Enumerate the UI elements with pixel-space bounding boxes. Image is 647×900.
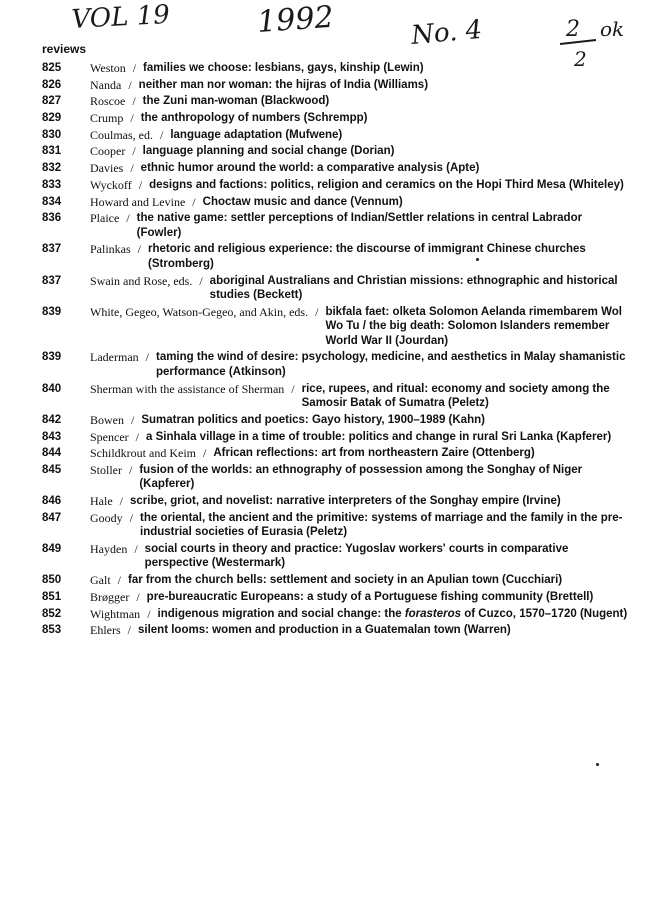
separator: / <box>315 304 319 319</box>
review-author: Stoller <box>90 462 122 477</box>
review-entry <box>0 542 647 571</box>
separator: / <box>131 412 135 427</box>
review-page: 851 <box>42 590 62 603</box>
separator: / <box>137 242 142 257</box>
review-page: 839 <box>42 305 62 318</box>
separator: / <box>145 350 149 365</box>
review-title-part: indigenous migration and social change: the <box>157 607 405 620</box>
separator: / <box>138 177 143 192</box>
review-title: neither man nor woman: the hijras of India (Williams) <box>138 78 429 91</box>
review-entry <box>0 78 647 93</box>
review-author: Bowen <box>90 412 124 427</box>
reviews-list <box>0 61 647 640</box>
review-title: designs and factions: politics, religion and ceramics on the Hopi Third Mesa (Whiteley) <box>149 178 624 191</box>
separator: / <box>132 61 137 75</box>
separator: / <box>119 494 123 509</box>
separator: / <box>128 77 132 92</box>
review-title: social courts in theory and practice: Yugoslav workers' courts in comparative perspective (Westermark) <box>144 542 569 570</box>
review-title: scribe, griot, and novelist: narrative interpreters of the Songhay empire (Irvine) <box>130 495 561 508</box>
separator: / <box>129 462 133 477</box>
review-author: Laderman <box>90 350 139 365</box>
review-entry <box>0 607 647 622</box>
review-page: 852 <box>42 607 62 620</box>
review-page: 836 <box>42 212 62 225</box>
review-entry <box>0 413 647 428</box>
review-page: 826 <box>42 78 62 91</box>
review-page: 840 <box>42 382 62 395</box>
separator: / <box>130 111 134 126</box>
review-page: 850 <box>42 574 62 587</box>
scan-speck <box>596 763 599 766</box>
review-author: Goody <box>90 510 123 525</box>
separator: / <box>126 211 130 226</box>
review-title: the Zuni man-woman (Blackwood) <box>142 95 330 108</box>
review-author: Galt <box>90 573 111 588</box>
review-title: the anthropology of numbers (Schrempp) <box>140 112 368 125</box>
review-author: Weston <box>90 61 126 75</box>
review-page: 825 <box>42 62 62 74</box>
review-title: language planning and social change (Dorian) <box>142 145 395 158</box>
review-page: 847 <box>42 511 62 524</box>
review-entry <box>0 161 647 176</box>
review-page: 846 <box>42 495 62 508</box>
review-author: Brøgger <box>90 589 130 604</box>
review-page: 829 <box>42 112 62 125</box>
review-author: Plaice <box>90 211 120 226</box>
separator: / <box>132 144 136 159</box>
separator: / <box>192 194 196 209</box>
review-entry <box>0 430 647 445</box>
review-title: ethnic humor around the world: a comparative analysis (Apte) <box>140 162 480 175</box>
handwritten-fraction-top: 2 <box>566 17 580 42</box>
separator: / <box>132 94 136 109</box>
review-entry <box>0 111 647 126</box>
review-entry <box>0 350 647 379</box>
review-page: 827 <box>42 95 62 108</box>
review-entry <box>0 446 647 461</box>
separator: / <box>147 606 151 621</box>
review-entry <box>0 623 647 638</box>
review-title: aboriginal Australians and Christian missions: ethnographic and historical studies (Beckett) <box>209 274 618 302</box>
review-title: the native game: settler perceptions of Indian/Settler relations in central Labrador (Fowler) <box>136 212 583 239</box>
separator: / <box>129 510 134 525</box>
separator: / <box>130 161 134 176</box>
review-title: the oriental, the ancient and the primitive: systems of marriage and the family in the pre-industrial societies of Eurasia (Peletz) <box>140 511 623 539</box>
review-entry <box>0 274 647 303</box>
review-title: fusion of the worlds: an ethnography of possession among the Songhay of Niger (Kapferer) <box>139 463 583 491</box>
review-author: Crump <box>90 111 124 126</box>
review-author: Davies <box>90 161 124 176</box>
review-title-part: of Cuzco, 1570–1720 (Nugent) <box>461 607 628 620</box>
review-entry <box>0 305 647 349</box>
review-title: rice, rupees, and ritual: economy and society among the Samosir Batak of Sumatra (Peletz) <box>301 382 610 410</box>
review-author: Coulmas, ed. <box>90 127 153 142</box>
review-title: African reflections: art from northeastern Zaire (Ottenberg) <box>213 447 535 460</box>
review-title: rhetoric and religious experience: the discourse of immigrant Chinese churches (Stromberg) <box>148 243 586 270</box>
separator: / <box>136 589 140 604</box>
review-author: Hale <box>90 494 113 509</box>
review-author: Hayden <box>90 541 128 556</box>
review-page: 833 <box>42 178 62 191</box>
review-page: 849 <box>42 542 62 555</box>
handwritten-fraction-bottom: 2 <box>574 47 587 71</box>
review-page: 837 <box>42 274 62 287</box>
review-author: Wightman <box>90 606 141 621</box>
review-page: 845 <box>42 463 62 476</box>
review-entry <box>0 178 647 193</box>
review-title: taming the wind of desire: psychology, medicine, and aesthetics in Malay shamanistic performance (Atkinson) <box>155 351 626 378</box>
review-entry <box>0 61 647 76</box>
review-title: silent looms: women and production in a Guatemalan town (Warren) <box>138 624 511 637</box>
review-page: 853 <box>42 624 62 637</box>
review-entry <box>0 128 647 143</box>
review-page: 834 <box>42 195 62 208</box>
review-page: 837 <box>42 243 62 256</box>
review-author: Schildkrout and Keim <box>90 446 196 461</box>
handwritten-volume: VOL 19 <box>70 0 171 35</box>
review-entry <box>0 242 647 271</box>
review-entry <box>0 94 647 109</box>
separator: / <box>127 623 131 638</box>
review-author: Palinkas <box>90 242 131 257</box>
review-entry <box>0 382 647 411</box>
review-title-italic: forasteros <box>404 607 462 620</box>
separator: / <box>199 273 203 288</box>
review-author: White, Gegeo, Watson-Gegeo, and Akin, eds. <box>90 304 309 319</box>
review-author: Swain and Rose, eds. <box>90 273 193 288</box>
review-entry <box>0 511 647 540</box>
review-title: far from the church bells: settlement and society in an Apulian town (Cucchiari) <box>128 574 563 587</box>
review-title: Choctaw music and dance (Vennum) <box>202 195 403 208</box>
review-entry <box>0 211 647 240</box>
review-entry <box>0 144 647 159</box>
review-page: 830 <box>42 128 62 141</box>
review-author: Spencer <box>90 429 129 444</box>
separator: / <box>160 127 164 142</box>
handwritten-number: No. 4 <box>409 14 484 51</box>
handwritten-ok: ok <box>600 17 625 41</box>
review-author: Howard and Levine <box>90 194 186 209</box>
section-label-reviews: reviews <box>42 42 87 56</box>
review-author: Sherman with the assistance of Sherman <box>90 381 285 396</box>
separator: / <box>202 446 207 461</box>
review-author: Wyckoff <box>90 177 132 192</box>
scan-speck <box>476 258 479 261</box>
review-entry <box>0 494 647 509</box>
review-entry <box>0 463 647 492</box>
separator: / <box>117 573 122 588</box>
review-page: 844 <box>42 447 62 460</box>
separator: / <box>291 381 295 396</box>
separator: / <box>134 541 138 556</box>
review-entry <box>0 590 647 605</box>
review-entry <box>0 573 647 588</box>
review-title: families we choose: lesbians, gays, kinship (Lewin) <box>143 62 424 74</box>
review-title: a Sinhala village in a time of trouble: politics and change in rural Sri Lanka (Kapferer) <box>146 430 612 443</box>
review-page: 832 <box>42 162 62 175</box>
review-entry <box>0 195 647 210</box>
review-author: Ehlers <box>90 623 121 638</box>
review-page: 842 <box>42 413 62 426</box>
review-title: pre-bureaucratic Europeans: a study of a Portuguese fishing community (Brettell) <box>146 590 594 603</box>
review-author: Nanda <box>90 77 122 92</box>
review-author: Cooper <box>90 144 126 159</box>
review-page: 831 <box>42 145 62 158</box>
review-title: language adaptation (Mufwene) <box>170 128 343 141</box>
review-page: 839 <box>42 351 62 364</box>
review-title <box>158 607 647 622</box>
handwritten-year: 1992 <box>256 0 335 40</box>
review-title: Sumatran politics and poetics: Gayo history, 1900–1989 (Kahn) <box>141 413 485 426</box>
review-title: bikfala faet: olketa Solomon Aelanda rimembarem Wol Wo Tu / the big death: Solomon Islanders remember World War II (Jourdan) <box>325 305 622 347</box>
review-page: 843 <box>42 430 62 443</box>
review-author: Roscoe <box>90 94 126 109</box>
separator: / <box>135 429 139 444</box>
